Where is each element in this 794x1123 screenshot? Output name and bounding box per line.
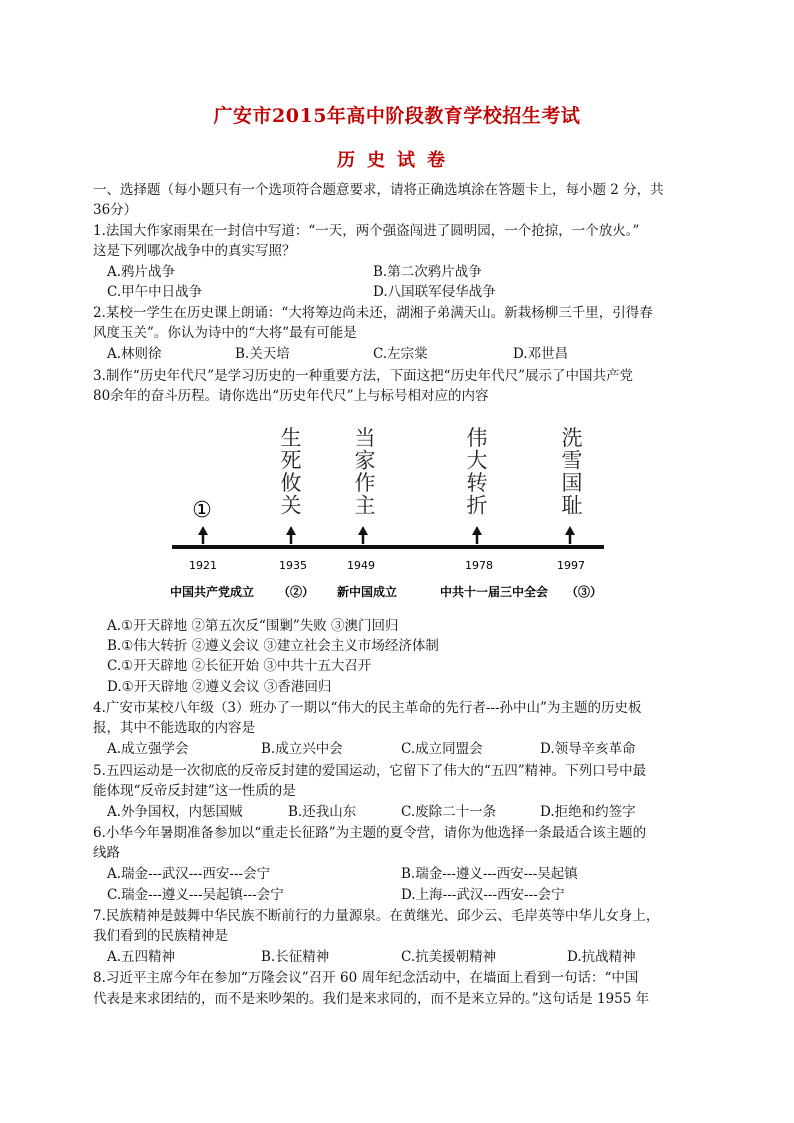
option-a: A.外争国权，内惩国贼 — [107, 804, 243, 820]
timeline-label-char: 折 — [466, 493, 488, 518]
question-stem: 这是下列哪次战争中的真实写照？ — [93, 243, 296, 259]
question-stem: 报，其中不能选取的内容是 — [93, 720, 255, 736]
timeline-label-1949 — [355, 426, 376, 518]
question-stem: 1.法国大作家雨果在一封信中写道：“一天，两个强盗闯进了圆明园，一个抢掠，一个放火。” — [93, 223, 640, 239]
question-stem: 6.小华今年暑期准备参加以“重走长征路”为主题的夏令营，请你为他选择一条最适合该主题的 — [93, 825, 647, 841]
timeline-label-char: 伟 — [466, 426, 488, 450]
timeline-label-char: 转 — [466, 471, 488, 495]
question-stem: 能体现“反帝反封建”这一性质的是 — [93, 783, 296, 799]
question-stem: 我们看到的民族精神是 — [93, 928, 228, 944]
option-a: A.瑞金---武汉---西安---会宁 — [107, 866, 271, 882]
question-stem: 风度玉关”。你认为诗中的“大将”最有可能是 — [93, 325, 357, 341]
timeline-label-char: 雪 — [561, 448, 583, 473]
option-c: C.瑞金---遵义---吴起镇---会宁 — [107, 887, 284, 903]
timeline-label-char: 当 — [354, 426, 376, 450]
question-stem: 线路 — [93, 845, 120, 861]
timeline-label-char: 关 — [280, 493, 302, 518]
timeline-year: 1978 — [465, 559, 493, 572]
option-b: B.成立兴中会 — [261, 741, 343, 757]
instruction-line: 一、选择题（每小题只有一个选项符合题意要求，请将正确选填涂在答题卡上，每小题 2 分，共 — [93, 182, 664, 198]
question-stem: 7.民族精神是鼓舞中华民族不断前行的力量源泉。在黄继光、邱少云、毛岸英等中华儿女身上， — [93, 908, 660, 924]
option-d: D.八国联军侵华战争 — [373, 284, 496, 300]
question-stem: 2.某校一学生在历史课上朗诵：“大将筹边尚未还，湖湘子弟满天山。新栽杨柳三千里，引得春 — [93, 305, 653, 321]
option-a: A.林则徐 — [107, 346, 162, 362]
timeline-year: 1997 — [557, 559, 585, 572]
timeline-year: 1935 — [279, 559, 307, 572]
option-d: D.拒绝和约签字 — [540, 804, 636, 820]
option-b: B.还我山东 — [288, 804, 357, 820]
option-b: B.关天培 — [235, 346, 290, 362]
timeline-label-1978 — [467, 426, 488, 518]
timeline-label-char: 洗 — [561, 426, 583, 450]
option-b: B.瑞金---遵义---西安---吴起镇 — [401, 866, 578, 882]
question-stem: 代表是来求团结的，而不是来吵架的。我们是来求同的，而不是来立异的。”这句话是 1955 年 — [93, 991, 650, 1007]
option-b: B.长征精神 — [261, 949, 330, 965]
option-a: A.①开天辟地 ②第五次反“围剿”失败 ③澳门回归 — [107, 618, 399, 634]
history-timeline — [160, 418, 620, 603]
option-d: D.①开天辟地 ②遵义会议 ③香港回归 — [107, 679, 332, 695]
timeline-label-char: 家 — [354, 448, 376, 473]
question-stem: 5.五四运动是一次彻底的反帝反封建的爱国运动，它留下了伟大的“五四”精神。下列口号中最 — [93, 763, 647, 779]
timeline-arrowhead — [286, 526, 296, 535]
page-subtitle: 历史试卷 — [337, 150, 457, 171]
option-c: C.甲午中日战争 — [107, 284, 203, 300]
timeline-marker-1: ① — [192, 498, 212, 523]
timeline-label-char: 攸 — [280, 471, 302, 495]
option-a: A.鸦片战争 — [107, 264, 176, 280]
option-d: D.上海---武汉---西安---会宁 — [401, 887, 565, 903]
option-c: C.左宗棠 — [373, 346, 428, 362]
timeline-label-1997 — [562, 426, 583, 518]
instruction-line: 36分） — [93, 202, 138, 218]
option-c: C.成立同盟会 — [401, 741, 483, 757]
timeline-label-char: 生 — [280, 426, 302, 450]
timeline-label-char: 大 — [466, 448, 488, 473]
timeline-arrowhead — [198, 526, 208, 535]
option-c: C.废除二十一条 — [401, 804, 497, 820]
timeline-arrowhead — [472, 526, 482, 535]
timeline-bottom-label: 新中国成立 — [336, 585, 398, 599]
timeline-bottom-label: （③） — [565, 585, 603, 599]
timeline-arrowhead — [565, 526, 575, 535]
option-d: D.抗战精神 — [567, 949, 636, 965]
timeline-bottom-label: （②） — [277, 585, 315, 599]
timeline-arrows — [198, 526, 575, 544]
question-stem: 3.制作“历史年代尺”是学习历史的一种重要方法，下面这把“历史年代尺”展示了中国共产党 — [93, 368, 633, 384]
option-d: D.邓世昌 — [513, 346, 569, 362]
timeline-arrowhead — [358, 526, 368, 535]
timeline-label-char: 死 — [280, 448, 302, 473]
timeline-bottom-label: 中共十一届三中全会 — [439, 585, 549, 599]
timeline-label-char: 国 — [561, 471, 583, 495]
option-b: B.①伟大转折 ②遵义会议 ③建立社会主义市场经济体制 — [107, 638, 439, 654]
question-stem: 4.广安市某校八年级（3）班办了一期以“伟大的民主革命的先行者---孙中山”为主题的历史板 — [93, 700, 642, 716]
option-a: A.五四精神 — [107, 949, 176, 965]
question-stem: 80余年的奋斗历程。请你选出“历史年代尺”上与标号相对应的内容 — [93, 388, 489, 404]
option-d: D.领导辛亥革命 — [540, 741, 636, 757]
timeline-label-char: 耻 — [561, 493, 583, 518]
page-title: 广安市2015年高中阶段教育学校招生考试 — [213, 105, 581, 127]
timeline-bottom-label: 中国共产党成立 — [169, 585, 255, 599]
timeline-label-char: 主 — [354, 493, 376, 518]
timeline-year: 1949 — [347, 559, 375, 572]
option-b: B.第二次鸦片战争 — [373, 264, 482, 280]
option-a: A.成立强学会 — [107, 741, 189, 757]
option-c: C.①开天辟地 ②长征开始 ③中共十五大召开 — [107, 658, 372, 674]
question-stem: 8.习近平主席今年在参加“万隆会议”召开 60 周年纪念活动中，在墙面上看到一句话：“中国 — [93, 970, 639, 986]
timeline-year: 1921 — [189, 559, 217, 572]
timeline-label-1935 — [281, 426, 302, 518]
timeline-label-char: 作 — [354, 471, 376, 495]
option-c: C.抗美援朝精神 — [401, 949, 497, 965]
